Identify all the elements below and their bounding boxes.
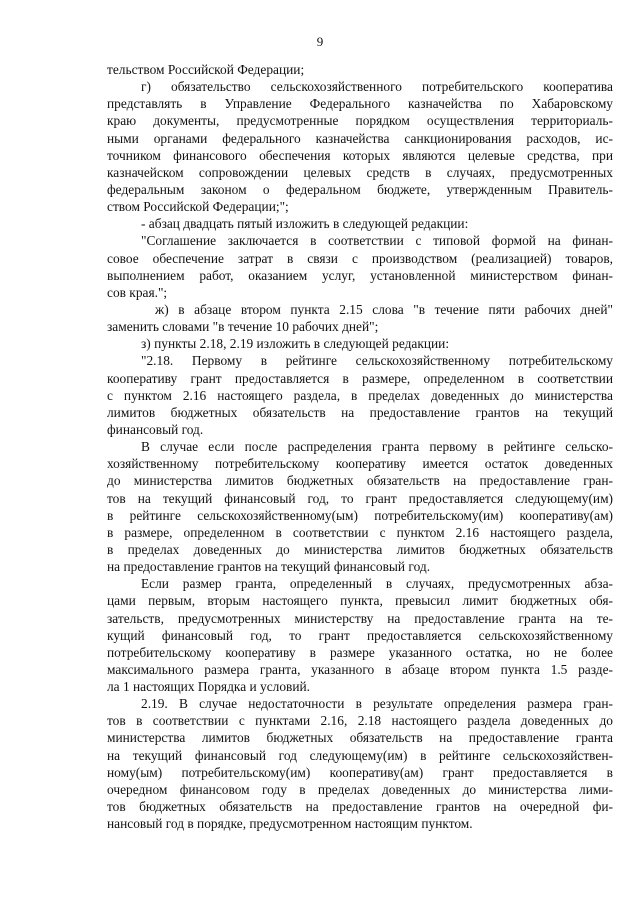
text-line: "2.18. Первому в рейтинге сельскохозяйственному потребительскому [141,353,613,369]
text-line: лимитов бюджетных обязательств на предоставление грантов на текущий [107,404,613,420]
text-line: в пределах доведенных до министерства лимитов бюджетных обязательств [107,541,613,557]
text-line: краю документы, предусмотренные порядком осуществления территориаль- [107,113,613,129]
text-line: в размере, определенном в соответствии с пунктом 2.16 настоящего раздела, [107,524,613,540]
text-line: г) обязательство сельскохозяйственного потребительского кооператива [141,79,613,95]
text-line: до министерства лимитов бюджетных обязательств на предоставление гран- [107,473,613,489]
text-line: с пунктом 2.16 настоящего раздела, в пределах доведенных до министерства [107,387,613,403]
text-line: финансовый год. [107,421,204,437]
document-body-text [107,61,613,832]
text-line: точником финансового обеспечения которых являются целевые средства, при [107,147,613,163]
text-line: кущий финансовый год, то грант предоставляется сельскохозяйственному [107,627,613,643]
text-line: хозяйственному потребительскому кооперативу имеется остаток доведенных [107,456,613,472]
text-line: цами первым, вторым настоящего пункта, превысил лимит бюджетных обя- [107,593,613,609]
text-line: зательств, предусмотренных министерству на предоставление гранта на те- [107,610,613,626]
text-line: ством Российской Федерации;"; [107,199,289,215]
text-line: - абзац двадцать пятый изложить в следующей редакции: [141,216,469,232]
text-line: тов бюджетных обязательств на предоставление грантов на очередной фи- [107,799,613,815]
text-line: на предоставление грантов на текущий финансовый год. [107,559,431,575]
text-line: ными органами федерального казначейства санкционирования расходов, ис- [107,130,613,146]
text-line: совое обеспечение затрат в связи с производством (реализацией) товаров, [107,250,613,266]
text-line: нансовый год в порядке, предусмотренном настоящим пунктом. [107,816,473,832]
text-line: ж) в абзаце втором пункта 2.15 слова "в течение пяти рабочих дней" [155,301,613,317]
text-line: федеральным законом о федеральном бюджете, утвержденным Правитель- [107,181,613,197]
page-number: 9 [316,34,324,49]
text-line: з) пункты 2.18, 2.19 изложить в следующей редакции: [141,336,450,352]
text-line: тов в соответствии с пунктами 2.16, 2.18 настоящего раздела доведенных до [107,713,613,729]
text-line: казначейском сопровождении целевых средств в случаях, предусмотренных [107,164,613,180]
text-line: "Соглашение заключается в соответствии с типовой формой на финан- [141,233,613,249]
text-line: очередном финансовом году в пределах доведенных до министерства лими- [107,781,613,797]
text-line: ла 1 настоящих Порядка и условий. [107,679,311,695]
text-line: ному(ым) потребительскому(им) кооперативу(ам) грант предоставляется в [107,764,613,780]
text-line: 2.19. В случае недостаточности в результате определения размера гран- [141,696,613,712]
text-line: максимального размера гранта, указанного в абзаце втором пункта 1.5 разде- [107,661,613,677]
text-line: потребительскому кооперативу в размере указанного остатка, но не более [107,644,613,660]
text-line: сов края."; [107,284,168,300]
text-line: на текущий финансовый год следующему(им) в рейтинге сельскохозяйствен- [107,747,613,763]
text-line: представлять в Управление Федерального казначейства по Хабаровскому [107,96,613,112]
text-line: В случае если после распределения гранта первому в рейтинге сельско- [141,439,613,455]
text-line: заменить словами "в течение 10 рабочих дней"; [107,319,379,335]
text-line: Если размер гранта, определенный в случаях, предусмотренных абза- [141,576,613,592]
text-line: выполнением работ, оказанием услуг, установленной министерством финан- [107,267,613,283]
text-line: в рейтинге сельскохозяйственному(ым) потребительскому(им) кооперативу(ам) [107,507,613,523]
text-line: тов на текущий финансовый год, то грант предоставляется следующему(им) [107,490,613,506]
text-line: тельством Российской Федерации; [107,62,305,77]
text-line: кооперативу грант предоставляется в размере, определенном в соответствии [107,370,613,386]
text-line: министерства лимитов бюджетных обязательств на предоставление гранта [107,730,613,746]
